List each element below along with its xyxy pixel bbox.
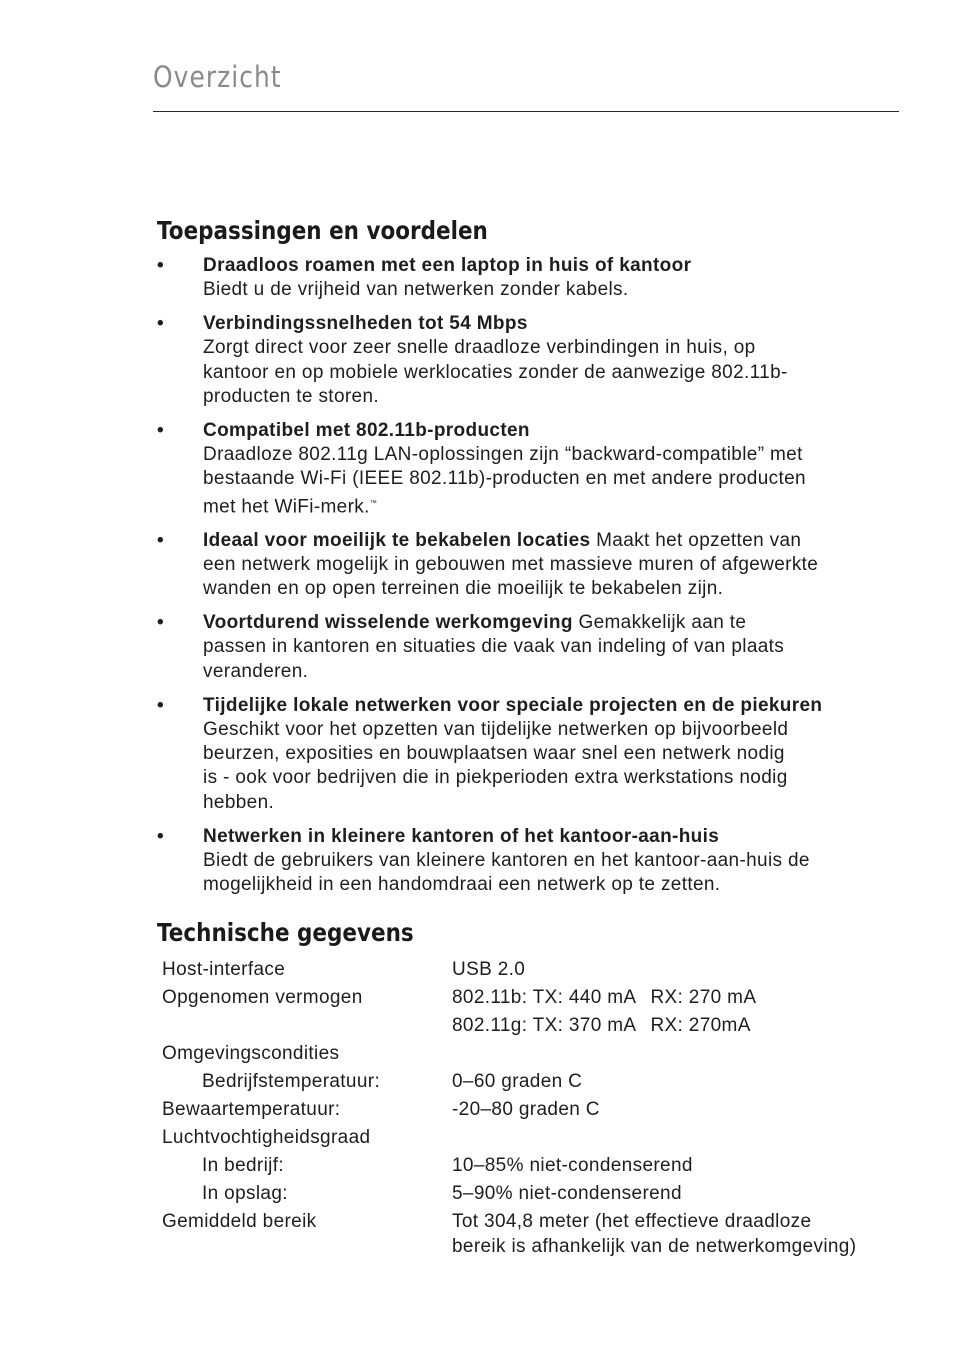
spec-value: 10–85% niet-condenserend — [452, 1155, 693, 1176]
benefit-title: Draadloos roamen met een laptop in huis of kantoor — [203, 255, 692, 276]
benefit-title: Tijdelijke lokale netwerken voor speciale projecten en de piekuren — [203, 694, 823, 716]
trademark-symbol: ™ — [369, 499, 378, 507]
power-rx-value: RX: 270 mA — [650, 987, 757, 1008]
benefit-title: Netwerken in kleinere kantoren of het kantoor-aan-huis — [203, 825, 720, 847]
bullet-icon: • — [157, 529, 165, 551]
benefit-text: Geschikt voor het opzetten van tijdelijke netwerken op bijvoorbeeld — [203, 718, 789, 740]
spec-row-host — [162, 956, 932, 984]
benefit-text: Zorgt direct voor zeer snelle draadloze verbindingen in huis, op — [203, 337, 756, 359]
benefit-item-hard-to-wire — [157, 529, 927, 602]
benefit-text: kantoor en op mobiele werklocaties zonder de aanwezige 802.11b- — [203, 361, 788, 383]
benefit-text: mogelijkheid in een handomdraai een netwerk op te zetten. — [203, 874, 721, 896]
spec-row-operating-temp — [162, 1068, 932, 1096]
spec-label: Luchtvochtigheidsgraad — [162, 1127, 371, 1148]
spec-value-empty — [452, 1040, 932, 1068]
power-tx-value: 802.11b: TX: 440 mA — [452, 987, 637, 1008]
header-divider — [153, 111, 899, 112]
benefit-text: wanden en op open terreinen die moeilijk te bekabelen zijn. — [203, 578, 724, 600]
spec-row-power-b — [162, 984, 932, 1012]
benefit-item-speed — [157, 312, 927, 409]
benefit-item-roaming — [157, 254, 927, 303]
bullet-icon: • — [157, 694, 165, 716]
range-text: Tot 304,8 meter (het effectieve draadloze — [452, 1211, 812, 1232]
spec-value — [452, 1012, 932, 1040]
spec-value-empty — [452, 1124, 932, 1152]
bullet-icon: • — [157, 612, 165, 634]
benefit-text: Biedt de gebruikers van kleinere kantoren en het kantoor-aan-huis de — [203, 849, 810, 871]
benefits-list — [157, 254, 927, 907]
spec-label: Opgenomen vermogen — [162, 987, 363, 1008]
benefit-title: Ideaal voor moeilijk te bekabelen locaties — [203, 529, 591, 551]
benefit-text: producten te storen. — [203, 385, 379, 407]
benefit-text: een netwerk mogelijk in gebouwen met massieve muren of afgewerkte — [203, 554, 819, 576]
benefit-title: Compatibel met 802.11b-producten — [203, 419, 530, 441]
spec-row-storage-temp — [162, 1096, 932, 1124]
spec-label: Omgevingscondities — [162, 1043, 340, 1064]
benefit-item-changing-workspace — [157, 611, 927, 684]
bullet-icon: • — [157, 313, 165, 335]
page-header-title: Overzicht — [153, 60, 282, 94]
benefit-text: hebben. — [203, 791, 275, 813]
spec-label: Bewaartemperatuur: — [162, 1099, 341, 1120]
spec-value: USB 2.0 — [452, 959, 526, 980]
benefit-title: Voortdurend wisselende werkomgeving — [203, 612, 573, 634]
power-rx-value: RX: 270mA — [650, 1015, 751, 1036]
spec-row-humidity — [162, 1124, 932, 1152]
specs-table — [162, 956, 932, 1259]
benefit-text: is - ook voor bedrijven die in piekperioden extra werkstations nodig — [203, 767, 788, 789]
benefit-title: Verbindingssnelheden tot 54 Mbps — [203, 313, 528, 335]
benefit-text: passen in kantoren en situaties die vaak van indeling of van plaats — [203, 636, 785, 658]
power-tx-value: 802.11g: TX: 370 mA — [452, 1015, 637, 1036]
spec-label: In bedrijf: — [202, 1155, 285, 1176]
spec-row-environment — [162, 1040, 932, 1068]
benefit-text: bestaande Wi-Fi (IEEE 802.11b)-producten en met andere producten — [203, 468, 806, 490]
bullet-icon: • — [157, 255, 165, 276]
spec-label: In opslag: — [202, 1183, 288, 1204]
benefit-text: beurzen, exposities en bouwplaatsen waar snel een netwerk nodig — [203, 743, 785, 765]
spec-value: 0–60 graden C — [452, 1071, 583, 1092]
spec-label-empty — [162, 1012, 452, 1040]
benefit-text: Draadloze 802.11g LAN-oplossingen zijn “backward-compatible” met — [203, 444, 803, 466]
benefit-text: met het WiFi-merk. — [203, 496, 370, 517]
spec-row-humidity-storage — [162, 1180, 932, 1208]
benefit-text: Maakt het opzetten van — [590, 529, 802, 551]
spec-value — [452, 1208, 932, 1259]
spec-label: Gemiddeld bereik — [162, 1211, 317, 1232]
benefit-text: Biedt u de vrijheid van netwerken zonder kabels. — [203, 279, 629, 301]
bullet-icon: • — [157, 825, 165, 847]
spec-label: Bedrijfstemperatuur: — [202, 1071, 381, 1092]
benefit-text: Gemakkelijk aan te — [572, 612, 747, 634]
applications-heading: Toepassingen en voordelen — [157, 216, 488, 245]
spec-value: -20–80 graden C — [452, 1099, 600, 1120]
spec-row-range — [162, 1208, 932, 1259]
benefit-item-temporary-networks — [157, 694, 927, 815]
range-text: bereik is afhankelijk van de netwerkomgeving) — [452, 1235, 857, 1257]
benefit-item-small-office — [157, 825, 927, 898]
specs-heading: Technische gegevens — [157, 918, 414, 947]
benefit-item-compatible — [157, 419, 927, 520]
spec-row-humidity-operating — [162, 1152, 932, 1180]
spec-value: 5–90% niet-condenserend — [452, 1183, 682, 1204]
spec-value — [452, 984, 932, 1012]
spec-label: Host-interface — [162, 959, 286, 980]
spec-row-power-g — [162, 1012, 932, 1040]
bullet-icon: • — [157, 419, 165, 441]
benefit-text: veranderen. — [203, 660, 309, 682]
